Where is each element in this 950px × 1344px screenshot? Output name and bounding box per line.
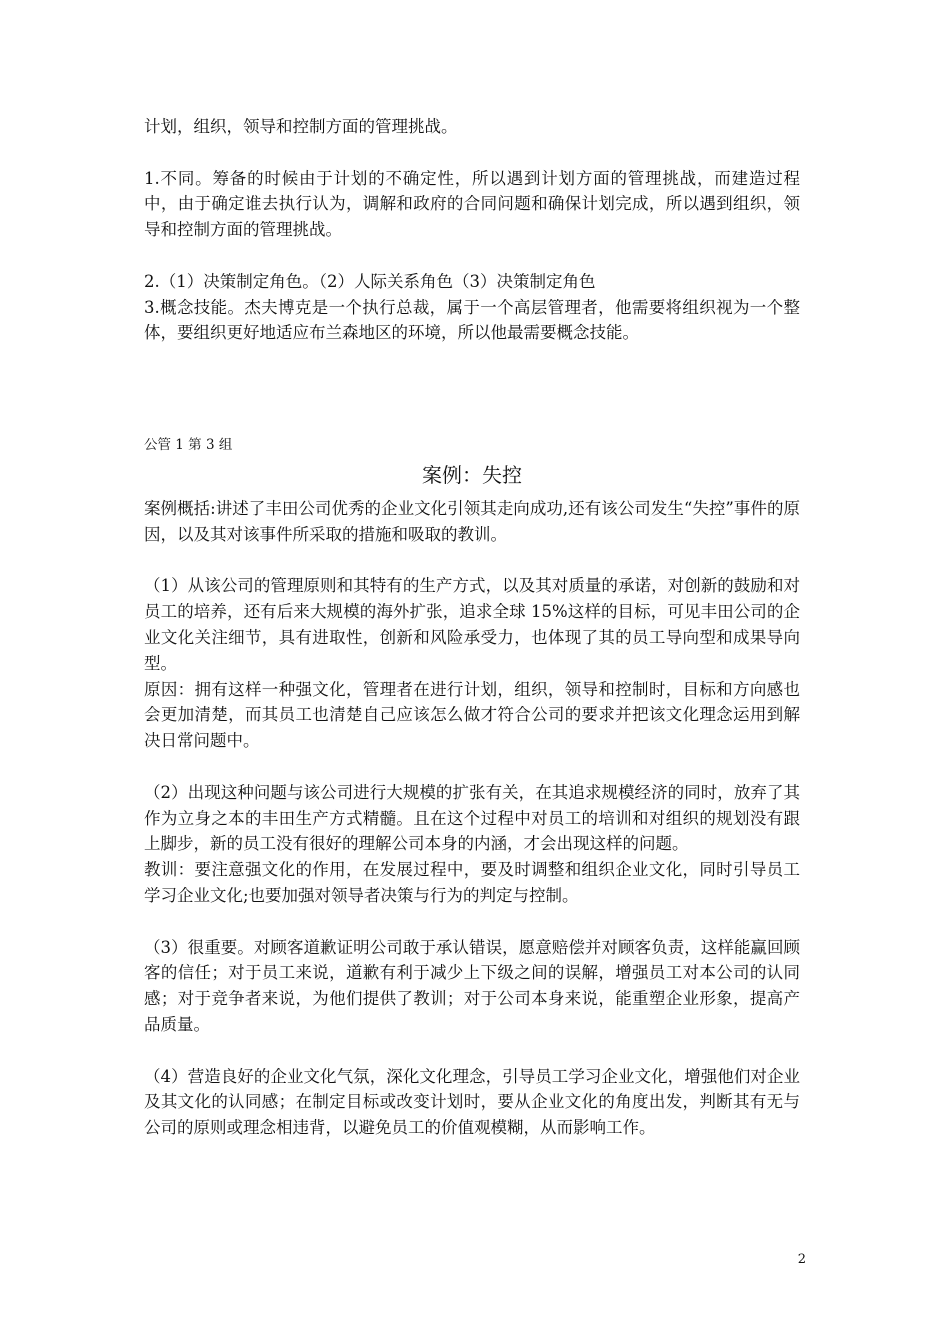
- case-answer-2: （2）出现这种问题与该公司进行大规模的扩张有关，在其追求规模经济的同时，放弃了其作为立身之本的丰田生产方式精髓。且在这个过程中对员工的培训和对组织的规划没有跟上脚步，新的员工没有很好的理解公司本身的内涵，才会出现这样的问题。: [144, 782, 800, 854]
- page-number: 2: [797, 1252, 806, 1267]
- paragraph-spacer: [144, 1038, 800, 1064]
- paragraph-spacer: [144, 548, 800, 574]
- answer-2-paragraph: 2.（1）决策制定角色。（2）人际关系角色（3）决策制定角色: [144, 271, 596, 291]
- case-answer-3: （3）很重要。对顾客道歉证明公司敢于承认错误，愿意赔偿并对顾客负责，这样能赢回顾客的信任；对于员工来说，道歉有利于减少上下级之间的误解，增强员工对本公司的认同感；对于竞争者来说，为他们提供了教训；对于公司本身来说，能重塑企业形象，提高产品质量。: [144, 937, 800, 1034]
- section-spacer: [144, 408, 800, 434]
- paragraph-spacer: [144, 754, 800, 780]
- answer-1-paragraph: 1.不同。筹备的时候由于计划的不确定性，所以遇到计划方面的管理挑战，而建造过程中，由于确定谁去执行认为，调解和政府的合同问题和确保计划完成，所以遇到组织，领导和控制方面的管理挑战。: [144, 168, 800, 240]
- paragraph-spacer: [144, 243, 800, 269]
- case-answer-1: （1）从该公司的管理原则和其特有的生产方式，以及其对质量的承诺，对创新的鼓励和对员工的培养，还有后来大规模的海外扩张，追求全球 15%这样的目标，可见丰田公司的企业文化关注细节，具有进取性，创新和风险承受力，也体现了其的员工导向型和成果导向型。: [144, 576, 800, 673]
- group-label: 公管 1 第 3 组: [144, 436, 233, 453]
- paragraph-continuation: 计划，组织，领导和控制方面的管理挑战。: [144, 117, 458, 136]
- paragraph-spacer: [144, 140, 800, 166]
- case-answer-4: （4）营造良好的企业文化气氛，深化文化理念，引导员工学习企业文化，增强他们对企业及其文化的认同感；在制定目标或改变计划时，要从企业文化的角度出发，判断其有无与公司的原则或理念相违背，以避免员工的价值观模糊，从而影响工作。: [144, 1066, 800, 1138]
- case-summary: 案例概括:讲述了丰田公司优秀的企业文化引领其走向成功,还有该公司发生“失控”事件的原因，以及其对该事件所采取的措施和吸取的教训。: [144, 498, 800, 544]
- case-answer-2-lesson: 教训：要注意强文化的作用，在发展过程中，要及时调整和组织企业文化，同时引导员工学习企业文化;也要加强对领导者决策与行为的判定与控制。: [144, 860, 800, 905]
- case-title: 案例：失控: [422, 462, 522, 487]
- answer-3-paragraph: 3.概念技能。杰夫博克是一个执行总裁，属于一个高层管理者，他需要将组织视为一个整体，要组织更好地适应布兰森地区的环境，所以他最需要概念技能。: [144, 297, 800, 343]
- paragraph-spacer: [144, 909, 800, 935]
- case-answer-1-reason: 原因：拥有这样一种强文化，管理者在进行计划，组织，领导和控制时，目标和方向感也会更加清楚，而其员工也清楚自己应该怎么做才符合公司的要求并把该文化理念运用到解决日常问题中。: [144, 679, 800, 751]
- section-spacer: [144, 346, 800, 408]
